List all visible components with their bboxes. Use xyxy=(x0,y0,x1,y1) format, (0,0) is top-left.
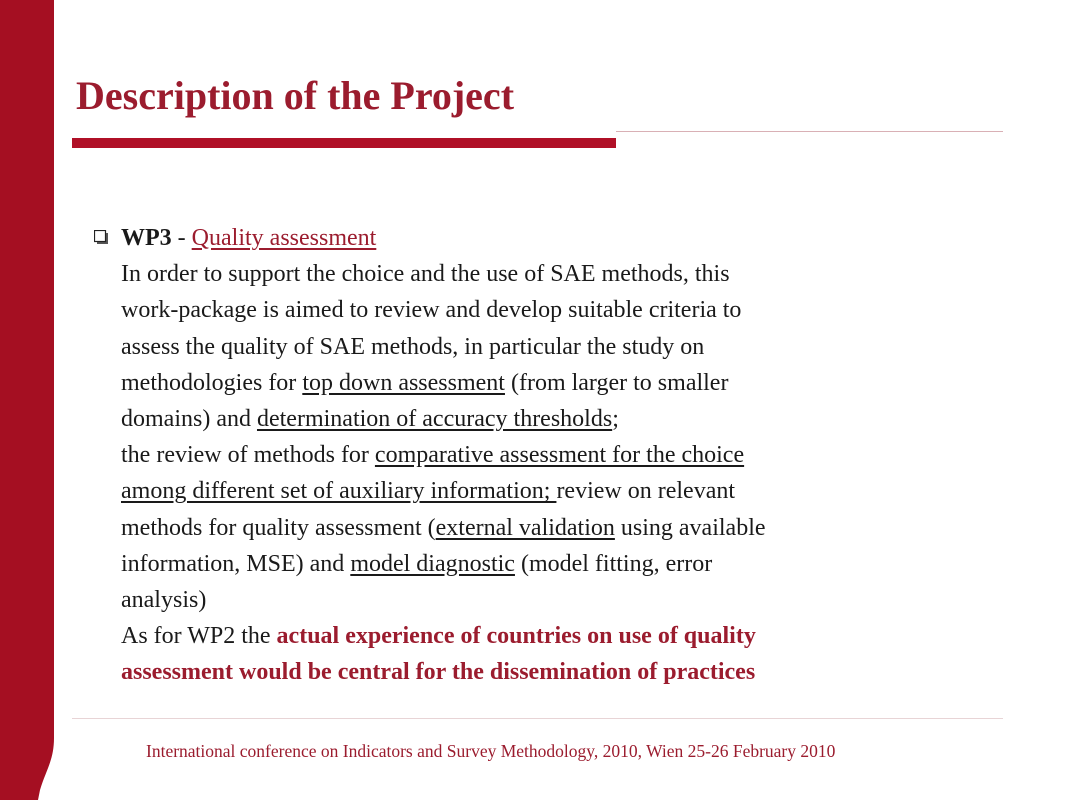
highlight-text: actual experience of countries on use of quality xyxy=(276,623,756,650)
underlined-term: model diagnostic xyxy=(350,550,515,577)
highlight-line: assessment would be central for the dissemination of practices xyxy=(121,659,756,686)
underlined-term: top down assessment xyxy=(302,369,505,396)
text-line xyxy=(121,618,1021,654)
page-title: Description of the Project xyxy=(76,73,515,118)
text-segment: using available xyxy=(614,514,766,541)
text-line: In order to support the choice and the use of SAE methods, this xyxy=(121,261,730,288)
text-segment: the review of methods for xyxy=(121,442,375,469)
underlined-term: among different set of auxiliary information; xyxy=(121,478,557,505)
text-line xyxy=(121,365,1021,401)
text-segment: (from larger to smaller xyxy=(504,369,729,396)
underlined-term: external validation xyxy=(435,514,615,541)
text-line: analysis) xyxy=(121,587,207,614)
bullet-heading-line xyxy=(121,220,1021,256)
section-heading: Quality assessment xyxy=(191,225,377,251)
underlined-term: determination of accuracy thresholds xyxy=(256,406,613,433)
text-segment: review on relevant xyxy=(556,478,736,505)
underlined-term: comparative assessment for the choice xyxy=(374,442,745,469)
text-segment: methodologies for xyxy=(121,369,303,396)
title-underline-bar xyxy=(72,138,616,148)
text-line xyxy=(121,437,1021,473)
bullet-content xyxy=(121,220,1021,691)
text-line xyxy=(121,546,1021,582)
text-segment: (model fitting, error xyxy=(514,550,713,577)
footer-text: International conference on Indicators and Survey Methodology, 2010, Wien 25-26 February 2010 xyxy=(146,741,836,761)
text-line xyxy=(121,510,1021,546)
text-segment: domains) and xyxy=(121,406,257,433)
sidebar-decoration xyxy=(0,0,54,800)
footer-rule xyxy=(72,718,1003,719)
wp-label: WP3 xyxy=(121,225,172,251)
title-rule xyxy=(616,131,1003,132)
text-segment: As for WP2 the xyxy=(121,623,277,650)
text-line: work-package is aimed to review and develop suitable criteria to xyxy=(121,297,742,324)
text-line xyxy=(121,401,1021,437)
text-segment: ; xyxy=(612,406,619,433)
dash: - xyxy=(171,225,192,251)
text-segment: methods for quality assessment ( xyxy=(121,514,436,541)
text-line xyxy=(121,473,1021,509)
text-segment: information, MSE) and xyxy=(121,550,351,577)
text-line: assess the quality of SAE methods, in particular the study on xyxy=(121,333,705,360)
checkbox-bullet-icon xyxy=(94,230,108,244)
